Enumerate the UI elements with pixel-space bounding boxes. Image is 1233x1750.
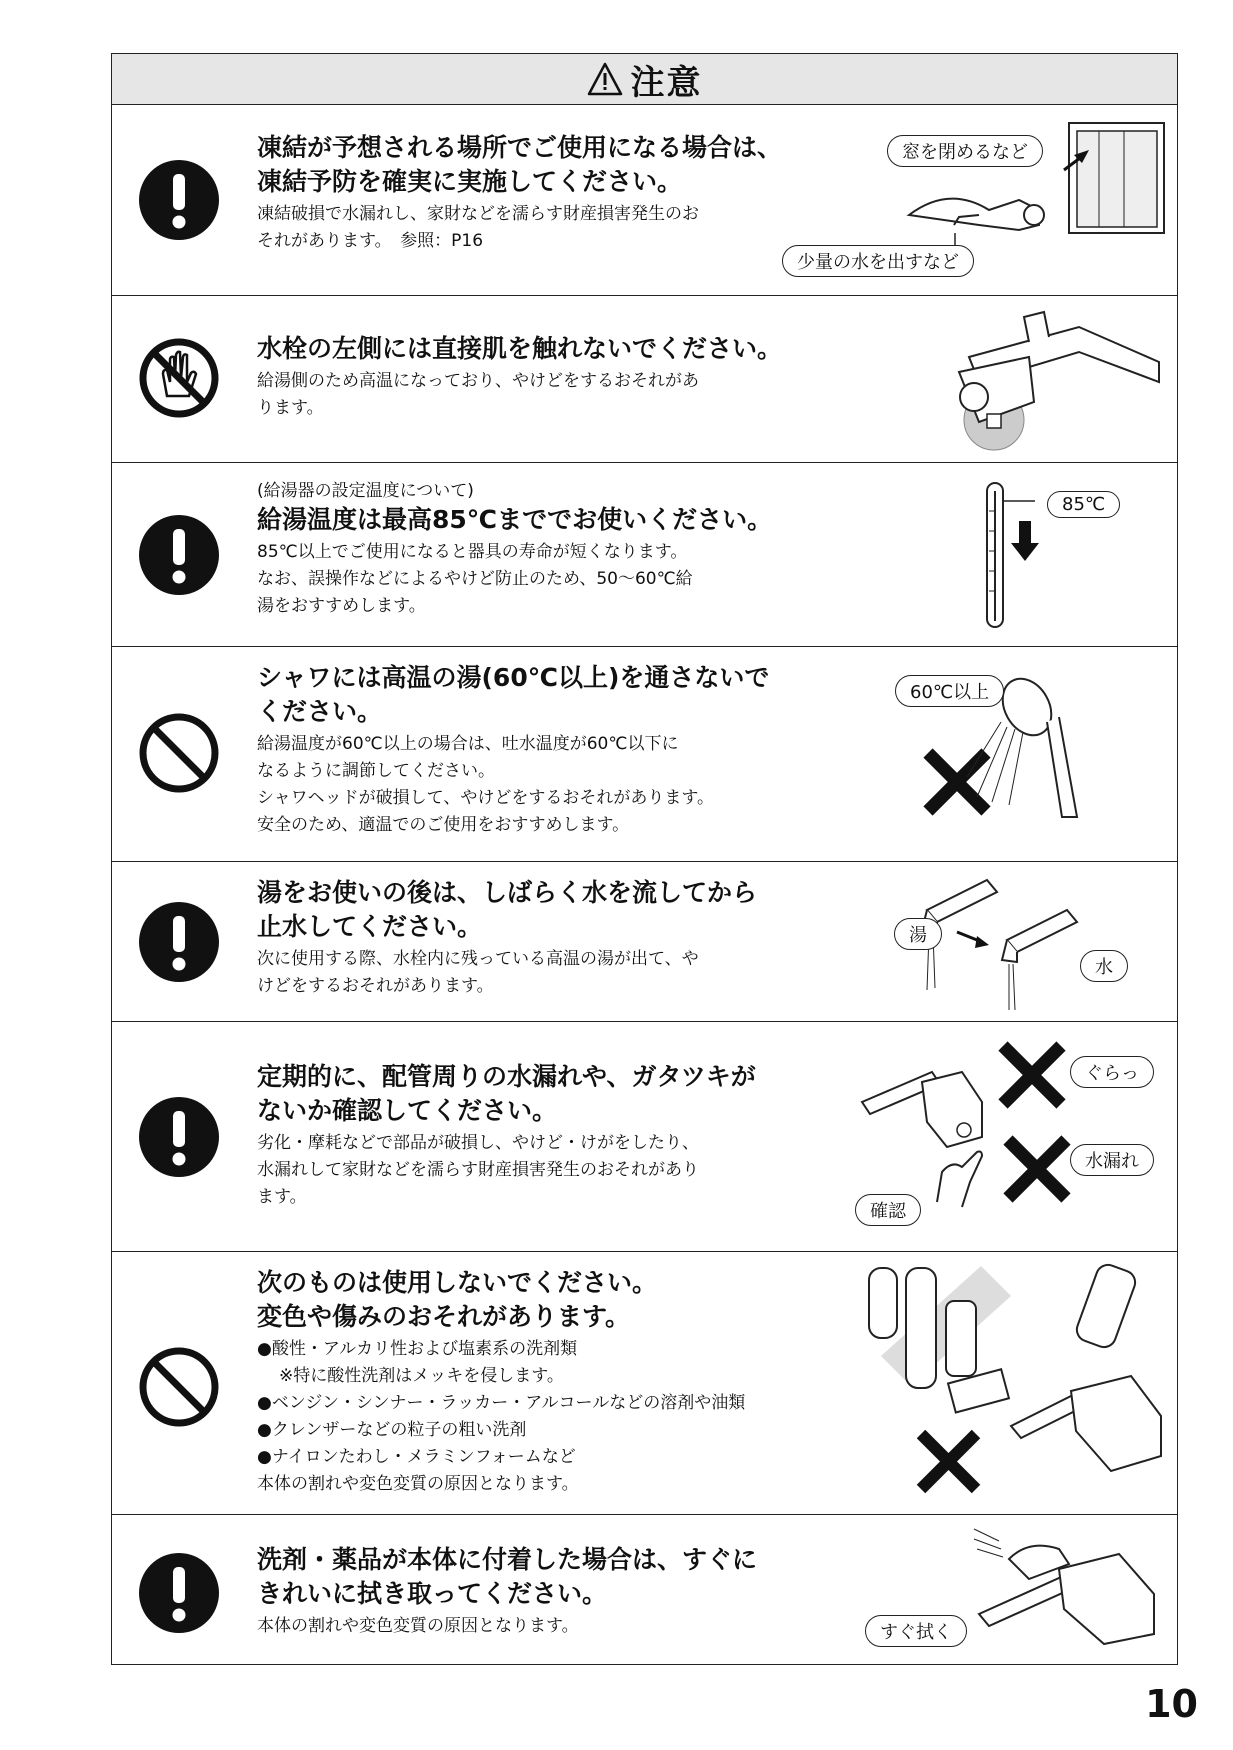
body-line: ます。 [257,1187,307,1207]
caution-row-periodic-check [112,1021,1177,1251]
list-item: ●ナイロンたわし・メラミンフォームなど [257,1447,576,1467]
caution-row-temperature [112,462,1177,646]
caution-header [112,54,1177,105]
body-line: 凍結破損で水漏れし、家財などを濡らす財産損害発生のお [257,204,699,224]
body-line: 次に使用する際、水栓内に残っている高温の湯が出て、や [257,949,699,969]
list-note: ※特に酸性洗剤はメッキを侵します。 [279,1366,564,1386]
heading-line: 湯をお使いの後は、しばらく水を流してから [257,878,758,907]
heading-line: 定期的に、配管周りの水漏れや、ガタツキが [257,1062,756,1091]
caution-row-freezing [112,104,1177,295]
label-check: 確認 [855,1194,921,1226]
x-mark-icon [997,1040,1067,1110]
page-number: 10 [1145,1682,1198,1726]
body-line: けどをするおそれがあります。 [257,976,494,996]
body-line: 給湯温度が60℃以上の場合は、吐水温度が60℃以下に [257,734,679,754]
row-text [257,1266,877,1498]
faucet-hot-side-illustration [919,302,1169,462]
row-text [257,332,857,422]
mandatory-icon [139,515,219,595]
heading-line: 凍結予防を確実に実施してください。 [257,167,683,196]
body-line: 本体の割れや変色変質の原因となります。 [257,1474,579,1494]
caution-row-shower [112,646,1177,861]
label-run-water: 少量の水を出すなど [782,245,974,277]
warning-triangle-icon [587,62,623,96]
row-text [257,1543,857,1640]
caution-row-hot-side [112,295,1177,462]
heading-line: 凍結が予想される場所でご使用になる場合は、 [257,133,783,162]
caution-row-cleaners [112,1251,1177,1514]
label-wobble: ぐらっ [1070,1056,1154,1088]
list-item: ●ベンジン・シンナー・ラッカー・アルコールなどの溶剤や油類 [257,1393,746,1413]
body-line: 湯をおすすめします。 [257,596,426,616]
row-text [257,1060,857,1211]
heading-line: ください。 [257,697,383,726]
list-item: ●クレンザーなどの粒子の粗い洗剤 [257,1420,527,1440]
prohibited-cleaners-illustration [861,1256,1171,1511]
heading-line: 止水してください。 [257,912,483,941]
mandatory-icon [139,1553,219,1633]
row-text [257,876,857,1000]
heading-line: シャワには高温の湯(60℃以上)を通さないで [257,663,770,692]
caution-frame [111,53,1178,1665]
list-item: ●酸性・アルカリ性および塩素系の洗剤類 [257,1339,578,1359]
mandatory-icon [139,160,219,240]
label-close-window: 窓を閉めるなど [887,135,1043,167]
heading-line: 水栓の左側には直接肌を触れないでください。 [257,334,783,363]
caution-row-wipe-off [112,1514,1177,1666]
label-water: 水 [1080,950,1128,982]
body-line: シャワヘッドが破損して、やけどをするおそれがあります。 [257,788,714,808]
mandatory-icon [139,902,219,982]
wipe-faucet-illustration [969,1519,1169,1659]
label-wipe-now: すぐ拭く [865,1615,967,1647]
label-85c: 85℃ [1047,491,1120,518]
label-60c-or-more: 60℃以上 [895,675,1004,707]
row-text [257,131,857,255]
prohibited-icon [139,713,219,793]
body-line: 給湯側のため高温になっており、やけどをするおそれがあ [257,371,699,391]
heading-line: 洗剤・薬品が本体に付着した場合は、すぐに [257,1545,758,1574]
body-line: 85℃以上でご使用になると器具の寿命が短くなります。 [257,542,688,562]
body-line: 劣化・摩耗などで部品が破損し、やけど・けがをしたり、 [257,1133,699,1153]
body-line: ります。 [257,398,324,418]
heading-line: きれいに拭き取ってください。 [257,1579,608,1608]
heading-line: ないか確認してください。 [257,1096,558,1125]
x-mark-icon [1002,1134,1072,1204]
mandatory-icon [139,1097,219,1177]
no-touch-icon [139,338,219,418]
body-line: 安全のため、適温でのご使用をおすすめします。 [257,815,630,835]
heading-line: 給湯温度は最高85℃まででお使いください。 [257,505,773,534]
caution-title: 注意 [630,62,703,103]
row-text [257,479,857,620]
row-text [257,661,857,839]
subheading: (給湯器の設定温度について) [257,481,474,501]
body-line: それがあります。 参照：P16 [257,231,484,251]
body-line: 本体の割れや変色変質の原因となります。 [257,1616,579,1636]
body-line: なお、誤操作などによるやけど防止のため、50～60℃給 [257,569,693,589]
label-hot: 湯 [894,918,942,950]
body-line: 水漏れして家財などを濡らす財産損害発生のおそれがあり [257,1160,699,1180]
heading-line: 次のものは使用しないでください。 [257,1268,658,1297]
label-leak: 水漏れ [1070,1144,1154,1176]
heading-line: 変色や傷みのおそれがあります。 [257,1302,631,1331]
prohibited-icon [139,1347,219,1427]
caution-row-flush-water [112,861,1177,1021]
body-line: なるように調節してください。 [257,761,495,781]
